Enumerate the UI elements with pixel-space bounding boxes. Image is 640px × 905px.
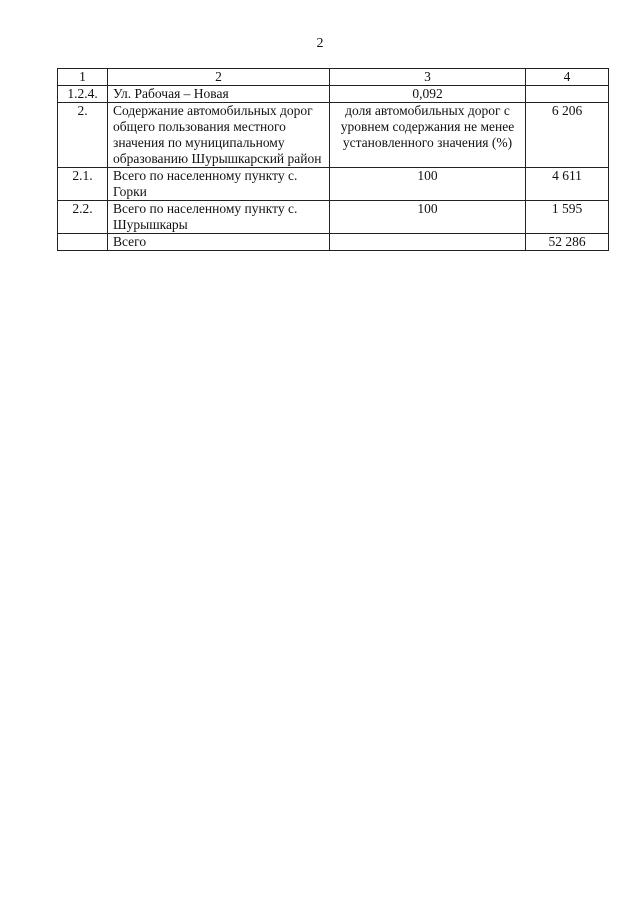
column-header-3: 3 xyxy=(330,69,526,86)
column-header-1: 1 xyxy=(58,69,108,86)
table-row-total xyxy=(58,234,609,251)
row-name: Всего по населенному пункту с. Горки xyxy=(108,168,330,201)
row-name: Всего xyxy=(108,234,330,251)
row-indicator xyxy=(330,234,526,251)
row-value: 52 286 xyxy=(526,234,609,251)
column-header-2: 2 xyxy=(108,69,330,86)
row-value: 4 611 xyxy=(526,168,609,201)
budget-table xyxy=(57,68,609,251)
row-value: 1 595 xyxy=(526,201,609,234)
row-indicator: 100 xyxy=(330,168,526,201)
table-row xyxy=(58,86,609,103)
row-indicator: доля автомобильных дорог с уровнем содержания не менее установленного значения (%) xyxy=(330,103,526,168)
row-number: 2. xyxy=(58,103,108,168)
row-number: 2.1. xyxy=(58,168,108,201)
row-number xyxy=(58,234,108,251)
row-number: 1.2.4. xyxy=(58,86,108,103)
table-row xyxy=(58,103,609,168)
page-number: 2 xyxy=(316,36,324,51)
row-value xyxy=(526,86,609,103)
table-header-row xyxy=(58,69,609,86)
table-row xyxy=(58,201,609,234)
row-indicator: 0,092 xyxy=(330,86,526,103)
row-name: Ул. Рабочая – Новая xyxy=(108,86,330,103)
column-header-4: 4 xyxy=(526,69,609,86)
row-value: 6 206 xyxy=(526,103,609,168)
row-number: 2.2. xyxy=(58,201,108,234)
row-indicator: 100 xyxy=(330,201,526,234)
row-name: Содержание автомобильных дорог общего пользования местного значения по муниципальному образованию Шурышкарский район xyxy=(108,103,330,168)
row-name: Всего по населенному пункту с. Шурышкары xyxy=(108,201,330,234)
table-row xyxy=(58,168,609,201)
